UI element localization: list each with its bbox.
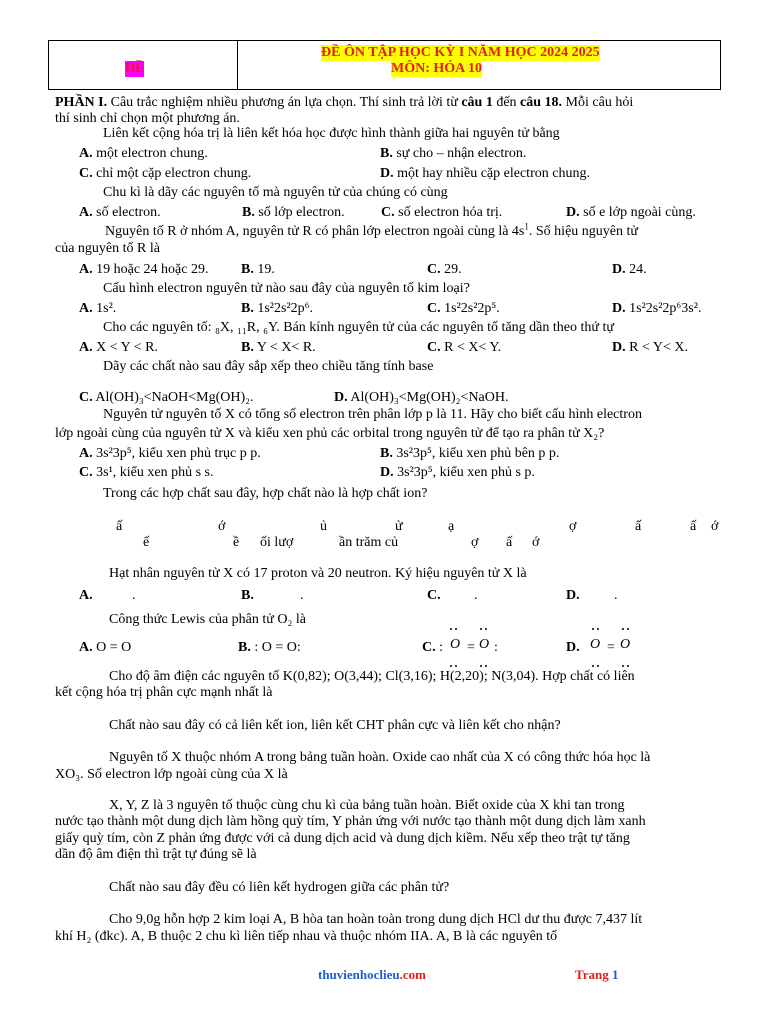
- q1-stem: Liên kết cộng hóa trị là liên kết hóa học được hình thành giữa hai nguyên tử bằng: [103, 126, 560, 141]
- q7-option-b: B. 3s²3p⁵, kiểu xen phủ bên p p.: [380, 446, 560, 461]
- q7-option-c: C. 3s¹, kiểu xen phủ s s.: [79, 465, 214, 480]
- q3-option-b: B. 19.: [241, 262, 275, 277]
- q9-option-b: B.: [241, 588, 254, 603]
- q8-fragment: ử: [395, 519, 403, 534]
- q8-fragment: ế: [143, 535, 150, 550]
- q16-stem: Cho 9,0g hỗn hợp 2 kim loại A, B hòa tan hoàn toàn trong dung dịch HCl dư thu được 7,437 lít: [109, 912, 643, 927]
- q8-fragment: ần trăm củ: [339, 535, 399, 550]
- header-subject: MÔN: HÓA 10: [391, 61, 482, 76]
- q2-option-b: B. số lớp electron.: [242, 205, 345, 220]
- q3-option-a: A. 19 hoặc 24 hoặc 29.: [79, 262, 209, 277]
- q11-stem: Cho độ âm điện các nguyên tố K(0,82); O(3,44); Cl(3,16); H(2,20); N(3,04). Hợp chất có liên: [109, 669, 635, 684]
- q4-option-c: C. 1s²2s²2p⁵.: [427, 301, 500, 316]
- q8-fragment: ấ: [116, 519, 123, 534]
- q9-option-b-value: .: [300, 588, 304, 603]
- q8-fragment: ớ: [711, 519, 719, 534]
- q10-c-colon: :: [494, 640, 498, 655]
- footer-page-number: Trang 1: [575, 967, 619, 982]
- q1-option-c: C. chỉ một cặp electron chung.: [79, 166, 252, 181]
- q10-c-o1: O: [450, 637, 461, 652]
- q11-stem-line2: kết cộng hóa trị phân cực mạnh nhất là: [55, 685, 273, 700]
- lewis-dots: [440, 624, 650, 670]
- q10-c-o2: O: [479, 637, 490, 652]
- q8-fragment: ớ: [218, 519, 226, 534]
- q2-option-d: D. số e lớp ngoài cùng.: [566, 205, 696, 220]
- q15-stem: Chất nào sau đây đều có liên kết hydrogen giữa các phân tử?: [109, 880, 450, 895]
- q6-option-d: D. Al(OH)₃<Mg(OH)₂<NaOH.: [334, 390, 509, 405]
- q3-option-c: C. 29.: [427, 262, 462, 277]
- q6-option-c: C. Al(OH)₃<NaOH<Mg(OH)₂.: [79, 390, 254, 405]
- q7-stem-line2: lớp ngoài cùng của nguyên tử X và kiểu xen phủ các orbital trong nguyên tử để tạo ra phân tử X₂?: [55, 426, 605, 441]
- q4-stem: Cấu hình electron nguyên tử nào sau đây của nguyên tố kim loại?: [103, 281, 470, 296]
- q9-option-a: A.: [79, 588, 93, 603]
- header-box: [48, 40, 721, 90]
- q8-fragment: ề: [233, 535, 240, 550]
- q5-option-a: A. X < Y < R.: [79, 340, 158, 355]
- q3-option-d: D. 24.: [612, 262, 647, 277]
- q8-stem: Trong các hợp chất sau đây, hợp chất nào là hợp chất ion?: [103, 486, 428, 501]
- q10-stem: Công thức Lewis của phân tử O₂ là: [109, 612, 306, 627]
- q7-option-a: A. 3s²3p⁵, kiểu xen phủ trục p p.: [79, 446, 261, 461]
- q8-fragment: ối lượ: [260, 535, 294, 550]
- q14-stem: X, Y, Z là 3 nguyên tố thuộc cùng chu kì của bảng tuần hoàn. Biết oxide của X khi tan trong: [109, 798, 625, 813]
- footer-site[interactable]: thuvienhoclieu.com: [318, 967, 426, 982]
- q8-fragment: ấ: [690, 519, 697, 534]
- q8-fragment: ạ: [448, 519, 455, 534]
- q8-fragment: ấ: [506, 535, 513, 550]
- q10-option-a: A. O = O: [79, 640, 132, 655]
- q4-option-d: D. 1s²2s²2p⁶3s².: [612, 301, 702, 316]
- q2-option-c: C. số electron hóa trị.: [381, 205, 503, 220]
- q1-option-d: D. một hay nhiều cặp electron chung.: [380, 166, 590, 181]
- q13-stem: Nguyên tố X thuộc nhóm A trong bảng tuần hoàn. Oxide cao nhất của X có công thức hóa học là: [109, 750, 651, 765]
- header-title: ĐỀ ÔN TẬP HỌC KỲ I NĂM HỌC 2024 2025: [321, 45, 600, 60]
- q8-fragment: ớ: [532, 535, 540, 550]
- q4-option-a: A. 1s².: [79, 301, 117, 316]
- q8-fragment: ấ: [635, 519, 642, 534]
- q9-stem: Hạt nhân nguyên tử X có 17 proton và 20 neutron. Ký hiệu nguyên tử X là: [109, 566, 527, 581]
- q10-option-c: C. :: [422, 640, 444, 655]
- q9-option-d: D.: [566, 588, 580, 603]
- q3-stem: Nguyên tố R ở nhóm A, nguyên tử R có phân lớp electron ngoài cùng là $4s^1$. Số hiệu nguyên tử: [105, 221, 638, 239]
- q8-fragment: ủ: [320, 519, 327, 534]
- q1-option-b: B. sự cho – nhận electron.: [380, 146, 527, 161]
- q14-stem-line3: giấy quỳ tím, còn Z phản ứng được với cả dung dịch acid và dung dịch kiềm. Nếu xếp theo trật tự tăng: [55, 831, 630, 846]
- q8-fragment: ợ: [471, 535, 479, 550]
- q10-d-eq: =: [607, 640, 615, 655]
- q8-fragment: ợ: [569, 519, 577, 534]
- q2-option-a: A. số electron.: [79, 205, 161, 220]
- q14-stem-line2: nước tạo thành một dung dịch làm hồng quỳ tím, Y phản ứng với nước tạo thành một dung dịch làm xanh: [55, 814, 646, 829]
- q16-stem-line2: khí H₂ (đkc). A, B thuộc 2 chu kì liên tiếp nhau và thuộc nhóm IIA. A, B là các nguyên tố: [55, 929, 558, 944]
- header-left-label: ĐỀ: [125, 61, 145, 76]
- q10-option-b: B. : O = O:: [238, 640, 301, 655]
- q13-stem-line2: XO₃. Số electron lớp ngoài cùng của X là: [55, 767, 288, 782]
- q1-option-a: A. một electron chung.: [79, 146, 208, 161]
- q5-option-b: B. Y < X< R.: [241, 340, 316, 355]
- q3-stem-line2: của nguyên tố R là: [55, 241, 160, 256]
- part1-instruction-line2: thí sinh chỉ chọn một phương án.: [55, 111, 240, 126]
- q9-option-c-value: .: [474, 588, 478, 603]
- q10-option-d: D.: [566, 640, 580, 655]
- q14-stem-line4: dần độ âm điện thì trật tự đúng sẽ là: [55, 847, 257, 862]
- q4-option-b: B. 1s²2s²2p⁶.: [241, 301, 314, 316]
- q6-stem: Dãy các chất nào sau đây sắp xếp theo chiều tăng tính base: [103, 359, 434, 374]
- q2-stem: Chu kì là dãy các nguyên tố mà nguyên tử của chúng có cùng: [103, 185, 448, 200]
- q5-option-d: D. R < Y< X.: [612, 340, 688, 355]
- q7-option-d: D. 3s²3p⁵, kiểu xen phủ s p.: [380, 465, 535, 480]
- q9-option-a-value: .: [132, 588, 136, 603]
- lewis-dot-group: [450, 628, 629, 667]
- q10-d-o2: O: [620, 637, 631, 652]
- header-divider: [237, 41, 238, 89]
- q12-stem: Chất nào sau đây có cả liên kết ion, liên kết CHT phân cực và liên kết cho nhận?: [109, 718, 561, 733]
- part1-instruction: PHẦN I. Câu trắc nghiệm nhiều phương án lựa chọn. Thí sinh trả lời từ câu 1 đến câu 18. Mỗi câu hỏi: [55, 95, 634, 110]
- q5-stem: Cho các nguyên tố: ₈X, ₁₁R, ₆Y. Bán kính nguyên tử của các nguyên tố tăng dần theo thứ tự: [103, 320, 614, 335]
- q7-stem: Nguyên tử nguyên tố X có tổng số electron trên phân lớp p là 11. Hãy cho biết cấu hình electron: [103, 407, 642, 422]
- q10-c-eq: =: [467, 640, 475, 655]
- q9-option-d-value: .: [614, 588, 618, 603]
- q5-option-c: C. R < X< Y.: [427, 340, 502, 355]
- q9-option-c: C.: [427, 588, 441, 603]
- q10-d-o1: O: [590, 637, 601, 652]
